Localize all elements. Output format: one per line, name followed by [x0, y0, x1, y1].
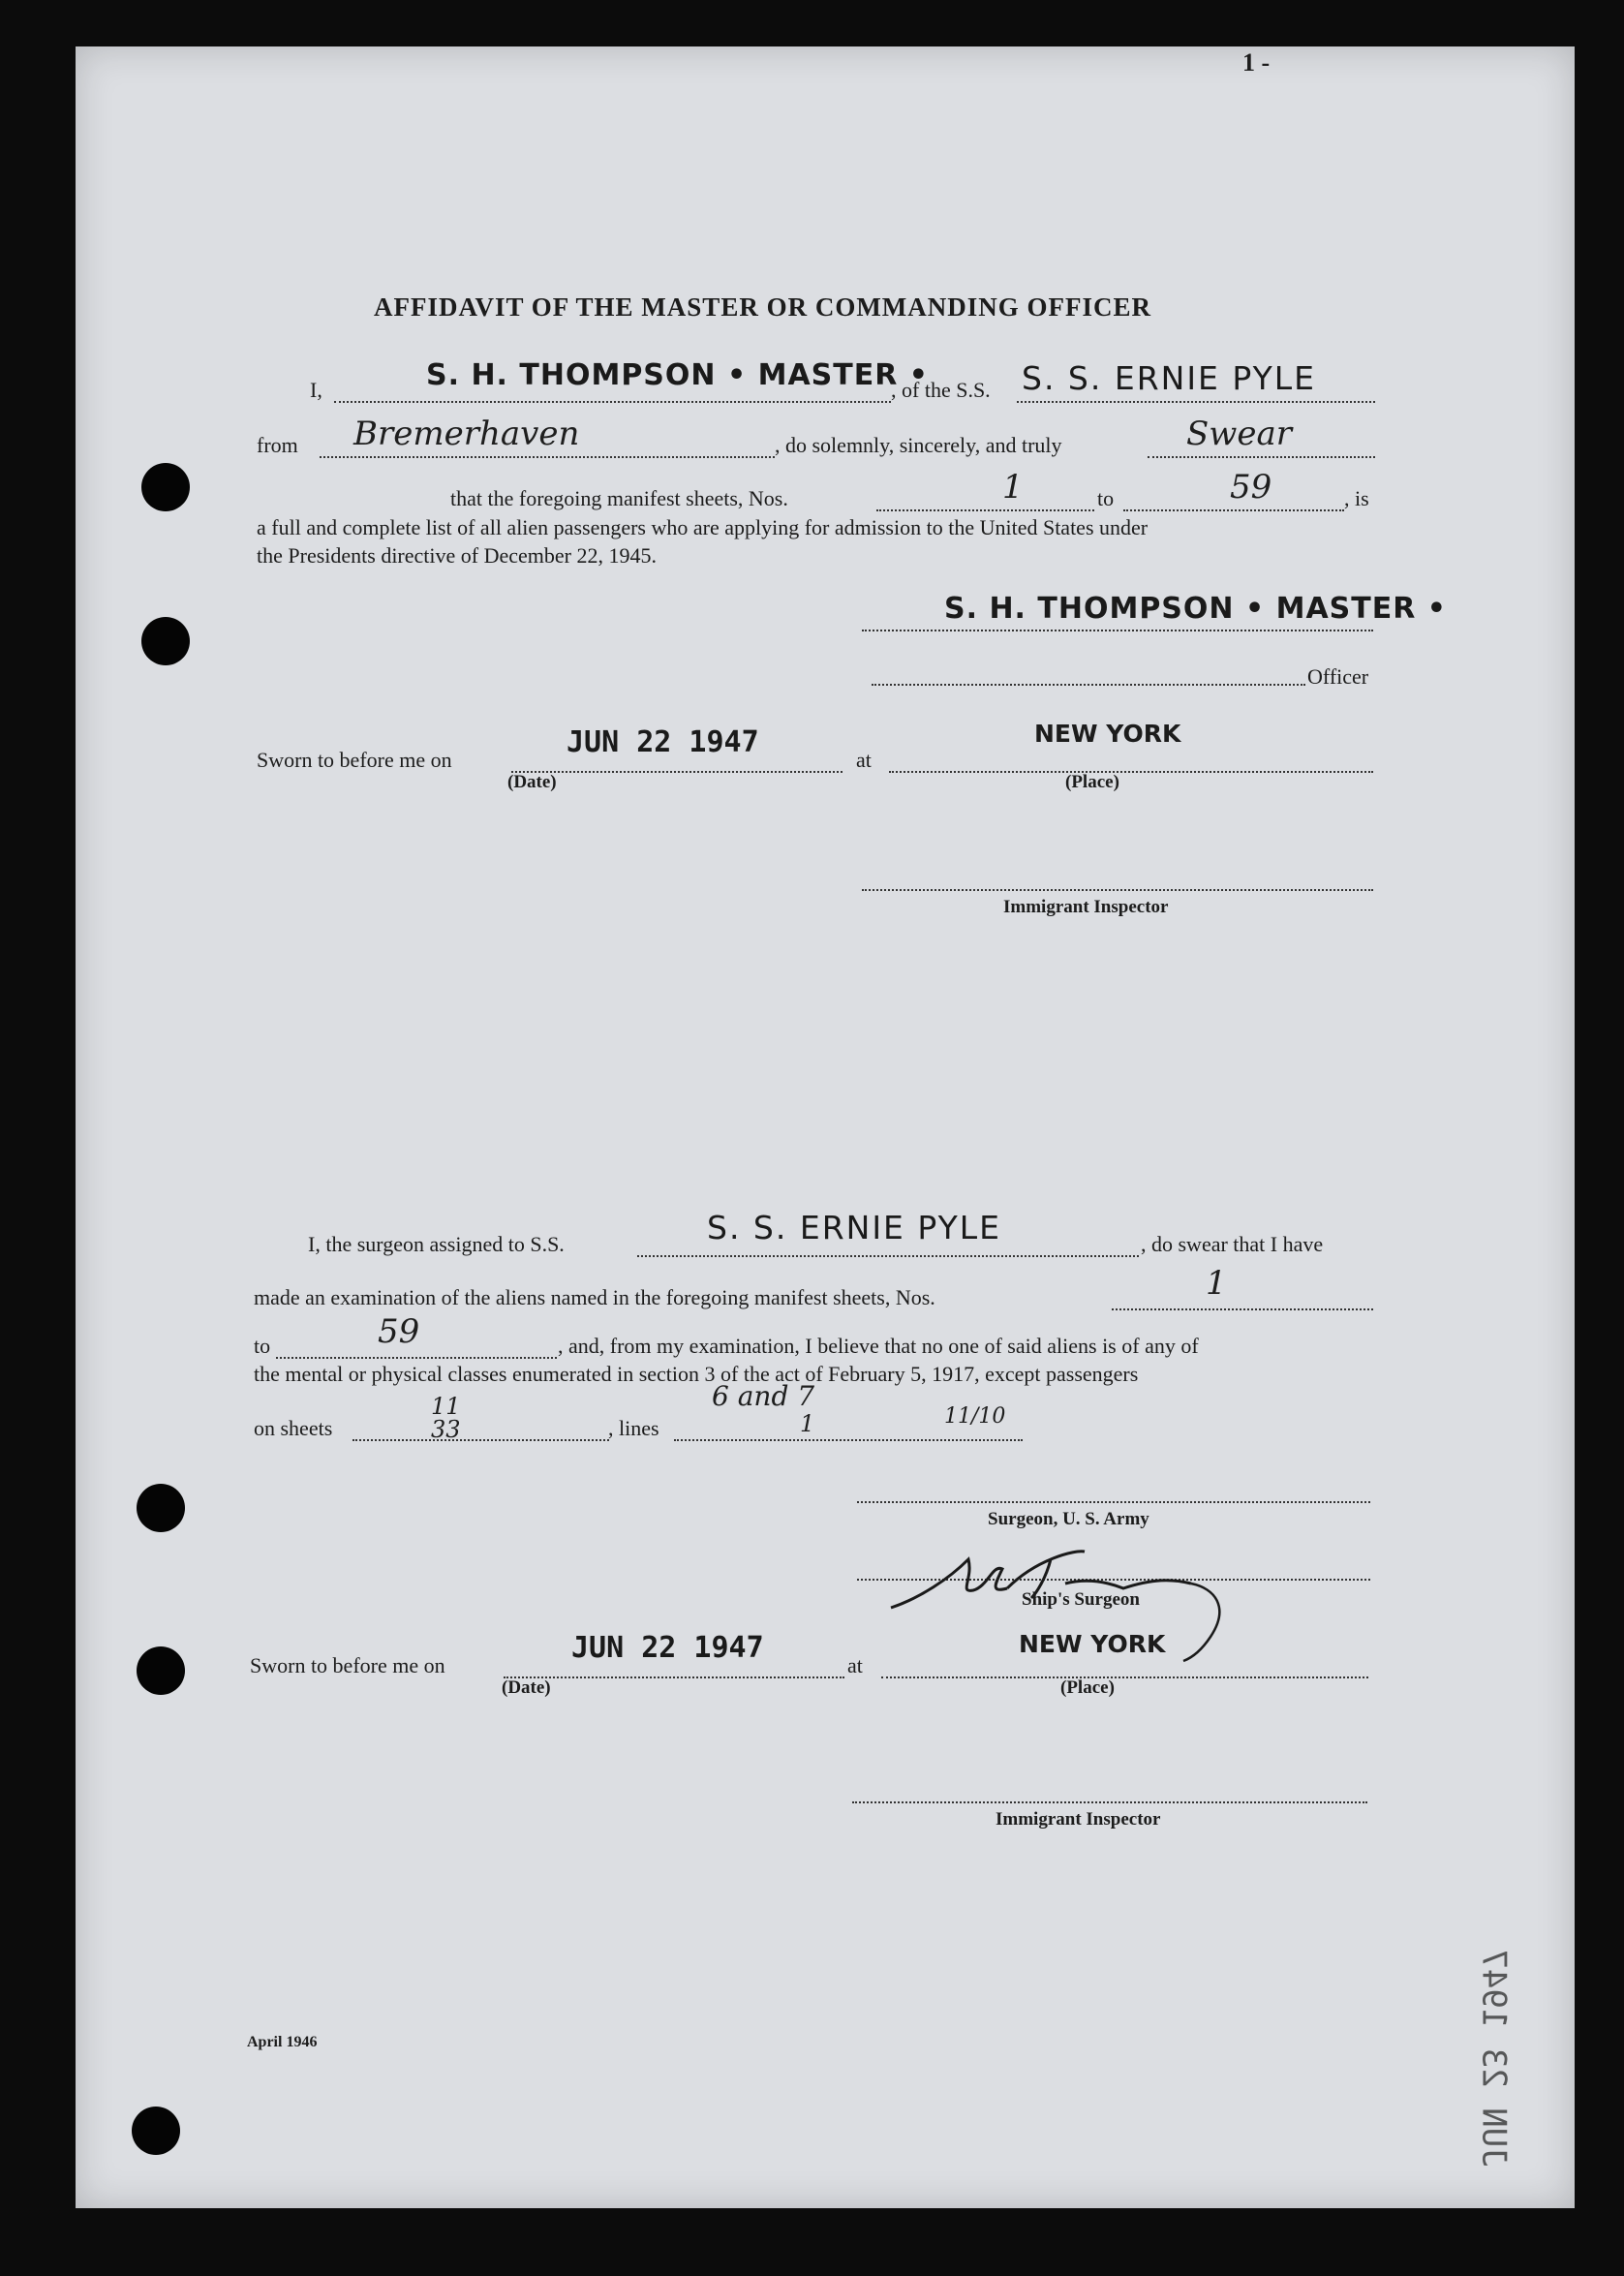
surgeon-line-3: , and, from my examination, I believe that no one of said aliens is of any of — [558, 1334, 1199, 1358]
from-label: from — [257, 433, 298, 457]
surgeon-intro: I, the surgeon assigned to S.S. — [308, 1232, 565, 1256]
inspector-caption: Immigrant Inspector — [1003, 897, 1169, 917]
sworn-label: Sworn to before me on — [257, 748, 452, 772]
departure-port: Bremerhaven — [353, 415, 580, 453]
date-caption: (Date) — [507, 772, 557, 792]
lines-value-2: 1 — [800, 1410, 815, 1437]
surgeon-ship-name: S. S. ERNIE PYLE — [707, 1209, 1001, 1246]
sheet-from-line — [876, 509, 1094, 511]
binder-hole — [137, 1484, 185, 1532]
surgeon-place-line — [881, 1676, 1368, 1678]
of-the-ss-label: , of the S.S. — [891, 378, 991, 402]
inspector-line — [862, 889, 1373, 891]
form-date: April 1946 — [247, 2034, 318, 2050]
port-line — [320, 456, 775, 458]
surgeon-sheet-from-line — [1112, 1308, 1373, 1310]
surgeon-inspector-line — [852, 1801, 1367, 1803]
master-signature: S. H. THOMPSON • MASTER • — [944, 592, 1447, 626]
on-sheets-label: on sheets — [254, 1416, 333, 1440]
binder-hole — [137, 1646, 185, 1695]
army-surgeon-line — [857, 1501, 1370, 1503]
binder-hole — [141, 463, 190, 511]
surgeon-sworn-place: NEW YORK — [1019, 1630, 1166, 1658]
surgeon-swear-text: , do swear that I have — [1141, 1232, 1324, 1256]
surgeon-sworn-label: Sworn to before me on — [250, 1653, 445, 1677]
lines-value-line — [674, 1439, 1023, 1441]
to-label: to — [1097, 486, 1115, 510]
surgeon-sworn-date-stamp: JUN 22 1947 — [571, 1631, 764, 1665]
army-surgeon-caption: Surgeon, U. S. Army — [988, 1509, 1149, 1529]
ships-surgeon-caption: Ship's Surgeon — [1022, 1589, 1140, 1610]
at-label: at — [856, 748, 872, 772]
sheet-to: 59 — [1230, 468, 1272, 507]
binder-hole — [132, 2107, 180, 2155]
swear-word: Swear — [1186, 415, 1293, 453]
ship-name: S. S. ERNIE PYLE — [1022, 359, 1316, 397]
binder-hole — [141, 617, 190, 665]
officer-line — [872, 684, 1305, 686]
place-line — [889, 771, 1373, 773]
officer-label: Officer — [1307, 664, 1369, 689]
date-line — [511, 771, 843, 773]
surgeon-line-2: made an examination of the aliens named in the foregoing manifest sheets, Nos. — [254, 1285, 935, 1309]
surgeon-sheet-from: 1 — [1206, 1264, 1227, 1303]
body-line-2: a full and complete list of all alien passengers who are applying for admission to the United States under — [257, 515, 1149, 539]
place-caption: (Place) — [1065, 772, 1119, 792]
ship-name-line — [1017, 401, 1375, 403]
surgeon-sheet-to-line — [276, 1357, 557, 1359]
signature-line — [862, 630, 1373, 631]
master-name: S. H. THOMPSON • MASTER • — [426, 358, 929, 392]
swear-line — [1148, 456, 1375, 458]
lines-label: , lines — [608, 1416, 659, 1440]
surgeon-place-caption: (Place) — [1060, 1677, 1115, 1698]
lines-value-3: 11/10 — [944, 1404, 1006, 1429]
surgeon-inspector-caption: Immigrant Inspector — [996, 1809, 1161, 1830]
sheet-from: 1 — [1002, 468, 1024, 507]
sheet-to-line — [1123, 509, 1344, 511]
sheets-value: 11 33 — [431, 1393, 461, 1443]
surgeon-line-4: the mental or physical classes enumerated in section 3 of the act of February 5, 1917, except passengers — [254, 1362, 1139, 1386]
received-edge-stamp: JUN 23 1947 — [1474, 1949, 1514, 2168]
master-name-line — [334, 401, 891, 403]
surgeon-at-label: at — [847, 1653, 863, 1677]
page-title: AFFIDAVIT OF THE MASTER OR COMMANDING OFFICER — [374, 292, 1152, 322]
sworn-place: NEW YORK — [1034, 720, 1181, 748]
i-label: I, — [310, 378, 322, 402]
manifest-text: that the foregoing manifest sheets, Nos. — [450, 486, 788, 510]
body-line-3: the Presidents directive of December 22, 1945. — [257, 543, 657, 568]
surgeon-date-line — [504, 1676, 844, 1678]
surgeon-ship-line — [637, 1255, 1139, 1257]
is-label: , is — [1344, 486, 1369, 510]
surgeon-date-caption: (Date) — [502, 1677, 551, 1698]
surgeon-to-label: to — [254, 1334, 271, 1358]
top-mark: 1 - — [1242, 48, 1271, 77]
swear-text: , do solemnly, sincerely, and truly — [775, 433, 1062, 457]
lines-value-1: 6 and 7 — [712, 1380, 815, 1412]
sworn-date-stamp: JUN 22 1947 — [567, 725, 759, 759]
sheets-line — [352, 1439, 609, 1441]
surgeon-sheet-to: 59 — [378, 1312, 420, 1351]
